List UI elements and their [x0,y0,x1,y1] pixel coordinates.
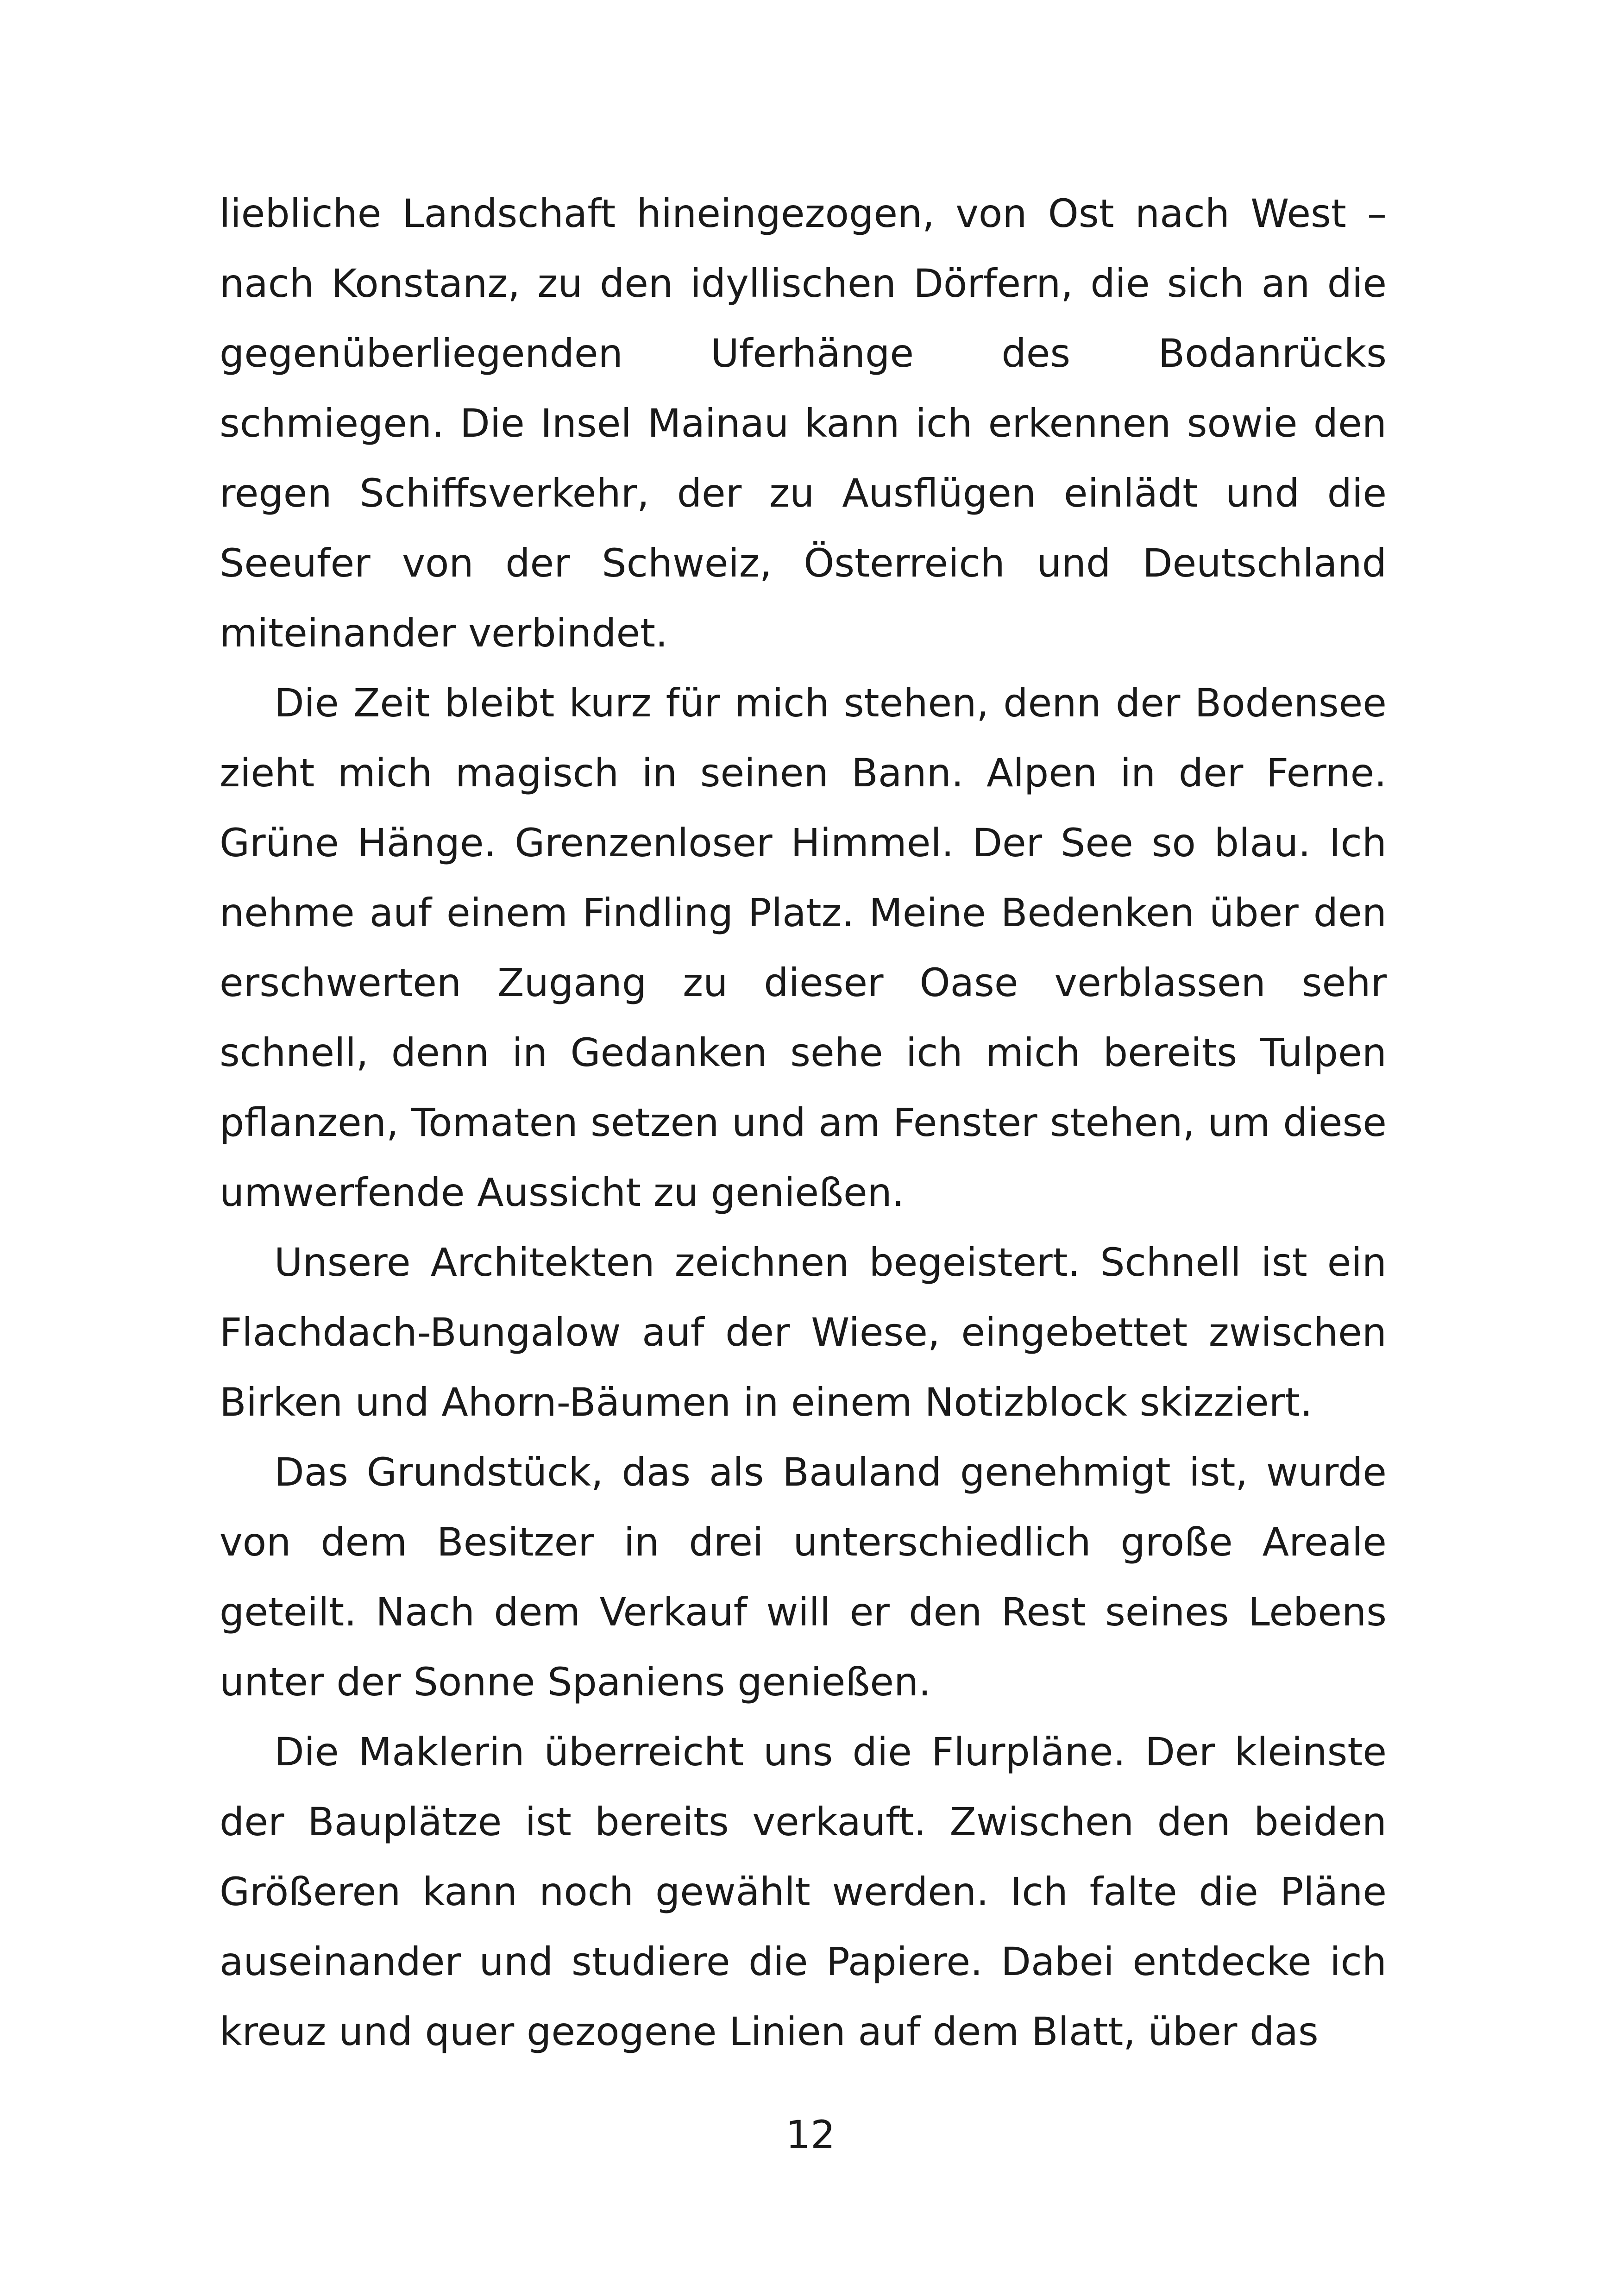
paragraph: Die Maklerin überreicht uns die Flurpläne. Der kleinste der Bauplätze ist bereits verkauft. Zwischen den beiden Größeren kann noch gewählt werden. Ich falte die Pläne auseinander und studiere die Papiere. Dabei entdecke ich kreuz und quer gezogene Linien auf dem Blatt, über das [220,1729,1387,2054]
page-number: 12 [785,2112,836,2158]
body-text [220,179,1387,2067]
paragraph: Die Zeit bleibt kurz für mich stehen, denn der Bodensee zieht mich magisch in seinen Bann. Alpen in der Ferne. Grüne Hänge. Grenzenloser Himmel. Der See so blau. Ich nehme auf einem Findling Platz. Meine Bedenken über den erschwerten Zugang zu dieser Oase verblassen sehr schnell, denn in Gedanken sehe ich mich bereits Tulpen pflanzen, Tomaten setzen und am Fenster stehen, um diese umwerfende Aussicht zu genießen. [220,680,1387,1215]
paragraph: Das Grundstück, das als Bauland genehmigt ist, wurde von dem Besitzer in drei unterschiedlich große Areale geteilt. Nach dem Verkauf will er den Rest seines Lebens unter der Sonne Spaniens genießen. [220,1449,1387,1705]
paragraph-continued: liebliche Landschaft hineingezogen, von Ost nach West – nach Konstanz, zu den idyllischen Dörfern, die sich an die gegenüberliegenden Uferhänge des Bodanrücks schmiegen. Die Insel Mainau kann ich erkennen sowie den regen Schiffsverkehr, der zu Ausflügen einlädt und die Seeufer von der Schweiz, Österreich und Deutschland miteinander verbindet. [220,191,1387,656]
paragraph: Unsere Architekten zeichnen begeistert. Schnell ist ein Flachdach-Bungalow auf der Wiese, eingebettet zwischen Birken und Ahorn-Bäumen in einem Notizblock skizziert. [220,1240,1387,1425]
